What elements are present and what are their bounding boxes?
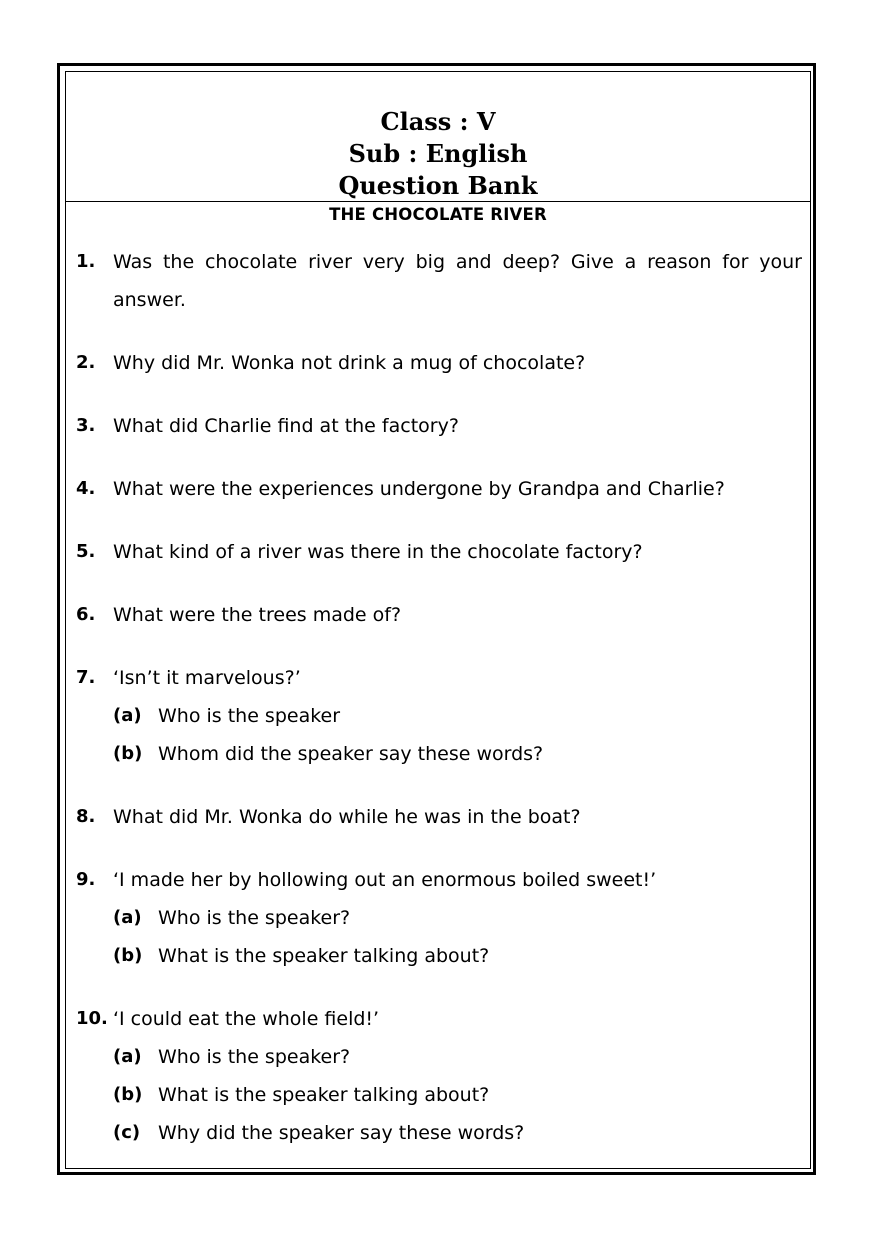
question-text: What did Charlie find at the factory? <box>113 415 459 437</box>
sub-question-label: (b) <box>113 945 143 966</box>
question-8 <box>76 798 802 836</box>
question-number: 1. <box>76 251 96 272</box>
sub-question-label: (a) <box>113 705 142 726</box>
question-text: ‘I made her by hollowing out an enormous boiled sweet!’ <box>113 869 657 891</box>
sub-question <box>113 899 802 937</box>
header-divider <box>66 201 810 202</box>
question-5 <box>76 533 802 571</box>
question-number: 7. <box>76 667 96 688</box>
sub-question-text: Why did the speaker say these words? <box>158 1122 525 1144</box>
sub-question-text: Whom did the speaker say these words? <box>158 743 544 765</box>
sub-question-label: (b) <box>113 1084 143 1105</box>
question-text: ‘I could eat the whole field!’ <box>113 1008 380 1030</box>
sub-question-label: (a) <box>113 907 142 928</box>
question-text: What were the experiences undergone by Grandpa and Charlie? <box>113 478 725 500</box>
sub-question-label: (b) <box>113 743 143 764</box>
sub-question-label: (a) <box>113 1046 142 1067</box>
question-number: 2. <box>76 352 96 373</box>
sub-question-label: (c) <box>113 1122 141 1143</box>
subject-line: Sub : English <box>348 139 528 168</box>
sub-question <box>113 735 802 773</box>
question-number: 9. <box>76 869 96 890</box>
question-text: Was the chocolate river very big and deep? Give a reason for your answer. <box>113 251 802 311</box>
sub-question <box>113 697 802 735</box>
sub-question <box>113 937 802 975</box>
sub-question <box>113 1038 802 1076</box>
question-number: 5. <box>76 541 96 562</box>
title-line: Question Bank <box>338 171 538 200</box>
question-2 <box>76 344 802 382</box>
question-text: ‘Isn’t it marvelous?’ <box>113 667 301 689</box>
class-line: Class : V <box>380 107 496 136</box>
sub-question-text: What is the speaker talking about? <box>158 1084 490 1106</box>
sub-question-text: Who is the speaker <box>158 705 341 727</box>
question-number: 4. <box>76 478 96 499</box>
question-number: 10. <box>76 1008 108 1029</box>
question-text: What kind of a river was there in the chocolate factory? <box>113 541 643 563</box>
question-1 <box>76 243 802 319</box>
question-number: 3. <box>76 415 96 436</box>
question-text: Why did Mr. Wonka not drink a mug of chocolate? <box>113 352 586 374</box>
sub-question-text: What is the speaker talking about? <box>158 945 490 967</box>
chapter-title: THE CHOCOLATE RIVER <box>329 205 547 224</box>
sub-question-text: Who is the speaker? <box>158 1046 351 1068</box>
question-7 <box>76 659 802 773</box>
question-10 <box>76 1000 802 1152</box>
question-6 <box>76 596 802 634</box>
sub-question <box>113 1076 802 1114</box>
question-3 <box>76 407 802 445</box>
question-number: 8. <box>76 806 96 827</box>
question-4 <box>76 470 802 508</box>
sub-question-text: Who is the speaker? <box>158 907 351 929</box>
page-header <box>66 106 810 202</box>
question-9 <box>76 861 802 975</box>
sub-question <box>113 1114 802 1152</box>
question-number: 6. <box>76 604 96 625</box>
question-text: What did Mr. Wonka do while he was in the boat? <box>113 806 581 828</box>
question-text: What were the trees made of? <box>113 604 402 626</box>
